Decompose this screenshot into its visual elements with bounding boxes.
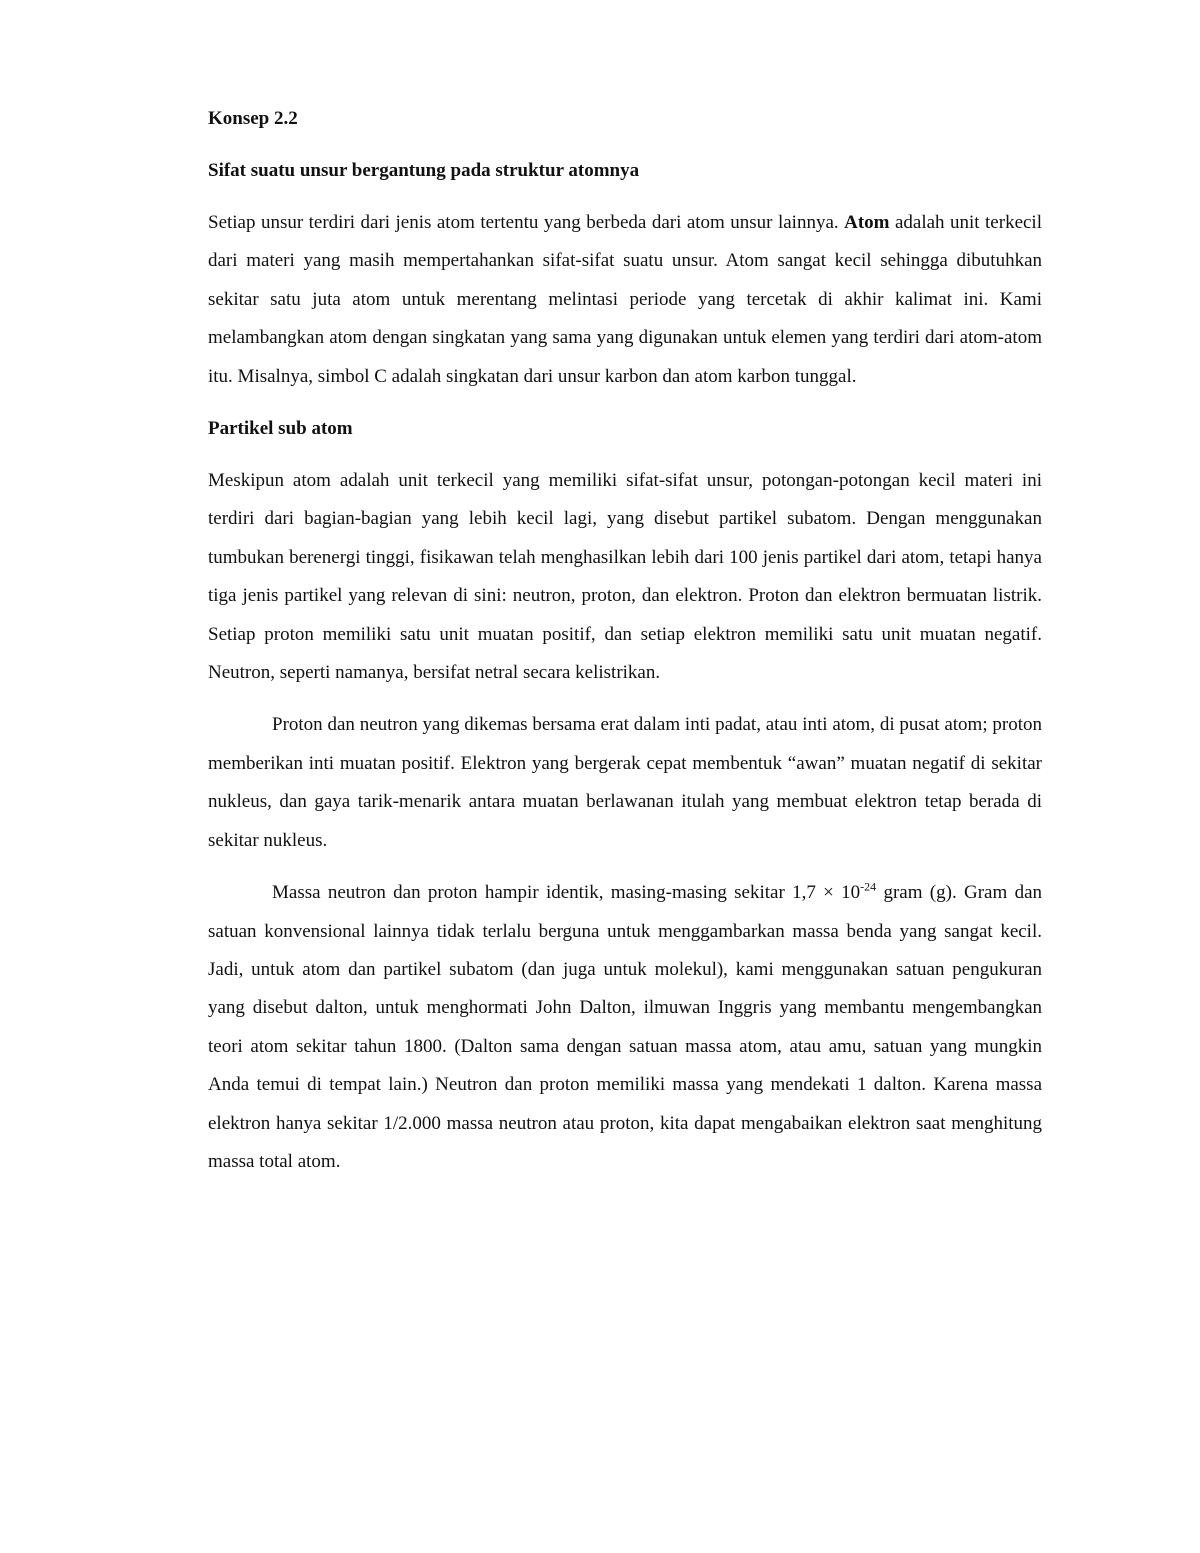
paragraph-text: adalah unit terkecil dari materi yang masih mempertahankan sifat-sifat suatu unsur. Atom sangat kecil sehingga dibutuhkan sekitar satu juta atom untuk merentang melintasi periode yang tercetak di akhir kalimat ini. Kami melambangkan atom dengan singkatan yang sama yang digunakan untuk elemen yang terdiri dari atom-atom itu. Misalnya, simbol C adalah singkatan dari unsur karbon dan atom karbon tunggal. xyxy=(208,212,1042,387)
exponent: -24 xyxy=(860,879,877,894)
paragraph-nucleus: Proton dan neutron yang dikemas bersama erat dalam inti padat, atau inti atom, di pusat atom; proton memberikan inti muatan positif. Elektron yang bergerak cepat membentuk “awan” muatan negatif di sekitar nukleus, dan gaya tarik-menarik antara muatan berlawanan itulah yang membuat elektron tetap berada di sekitar nukleus. xyxy=(208,714,1042,851)
paragraph-mass xyxy=(208,874,1042,1181)
document-page xyxy=(208,100,1042,1181)
section-heading-subatomic: Partikel sub atom xyxy=(208,418,353,440)
paragraph-subatomic-particles: Meskipun atom adalah unit terkecil yang memiliki sifat-sifat unsur, potongan-potongan kecil materi ini terdiri dari bagian-bagian yang lebih kecil lagi, yang disebut partikel subatom. Dengan menggunakan tumbukan berenergi tinggi, fisikawan telah menghasilkan lebih dari 100 jenis partikel dari atom, tetapi hanya tiga jenis partikel yang relevan di sini: neutron, proton, dan elektron. Proton dan elektron bermuatan listrik. Setiap proton memiliki satu unit muatan positif, dan setiap elektron memiliki satu unit muatan negatif. Neutron, seperti namanya, bersifat netral secara kelistrikan. xyxy=(208,470,1042,684)
paragraph-text: gram (g). Gram dan satuan konvensional lainnya tidak terlalu berguna untuk menggambarkan massa benda yang sangat kecil. Jadi, untuk atom dan partikel subatom (dan juga untuk molekul), kami menggunakan satuan pengukuran yang disebut dalton, untuk menghormati John Dalton, ilmuwan Inggris yang membantu mengembangkan teori atom sekitar tahun 1800. (Dalton sama dengan satuan massa atom, atau amu, satuan yang mungkin Anda temui di tempat lain.) Neutron dan proton memiliki massa yang mendekati 1 dalton. Karena massa elektron hanya sekitar 1/2.000 massa neutron atau proton, kita dapat mengabaikan elektron saat menghitung massa total atom. xyxy=(208,882,1043,1172)
paragraph-text: Setiap unsur terdiri dari jenis atom tertentu yang berbeda dari atom unsur lainnya. xyxy=(208,212,845,233)
concept-subheading: Sifat suatu unsur bergantung pada struktur atomnya xyxy=(208,160,640,181)
concept-heading: Konsep 2.2 xyxy=(208,108,298,129)
term-atom: Atom xyxy=(844,212,890,233)
paragraph-text: Massa neutron dan proton hampir identik, masing-masing sekitar 1,7 × 10 xyxy=(272,882,861,904)
paragraph-atom-definition xyxy=(208,204,1042,396)
